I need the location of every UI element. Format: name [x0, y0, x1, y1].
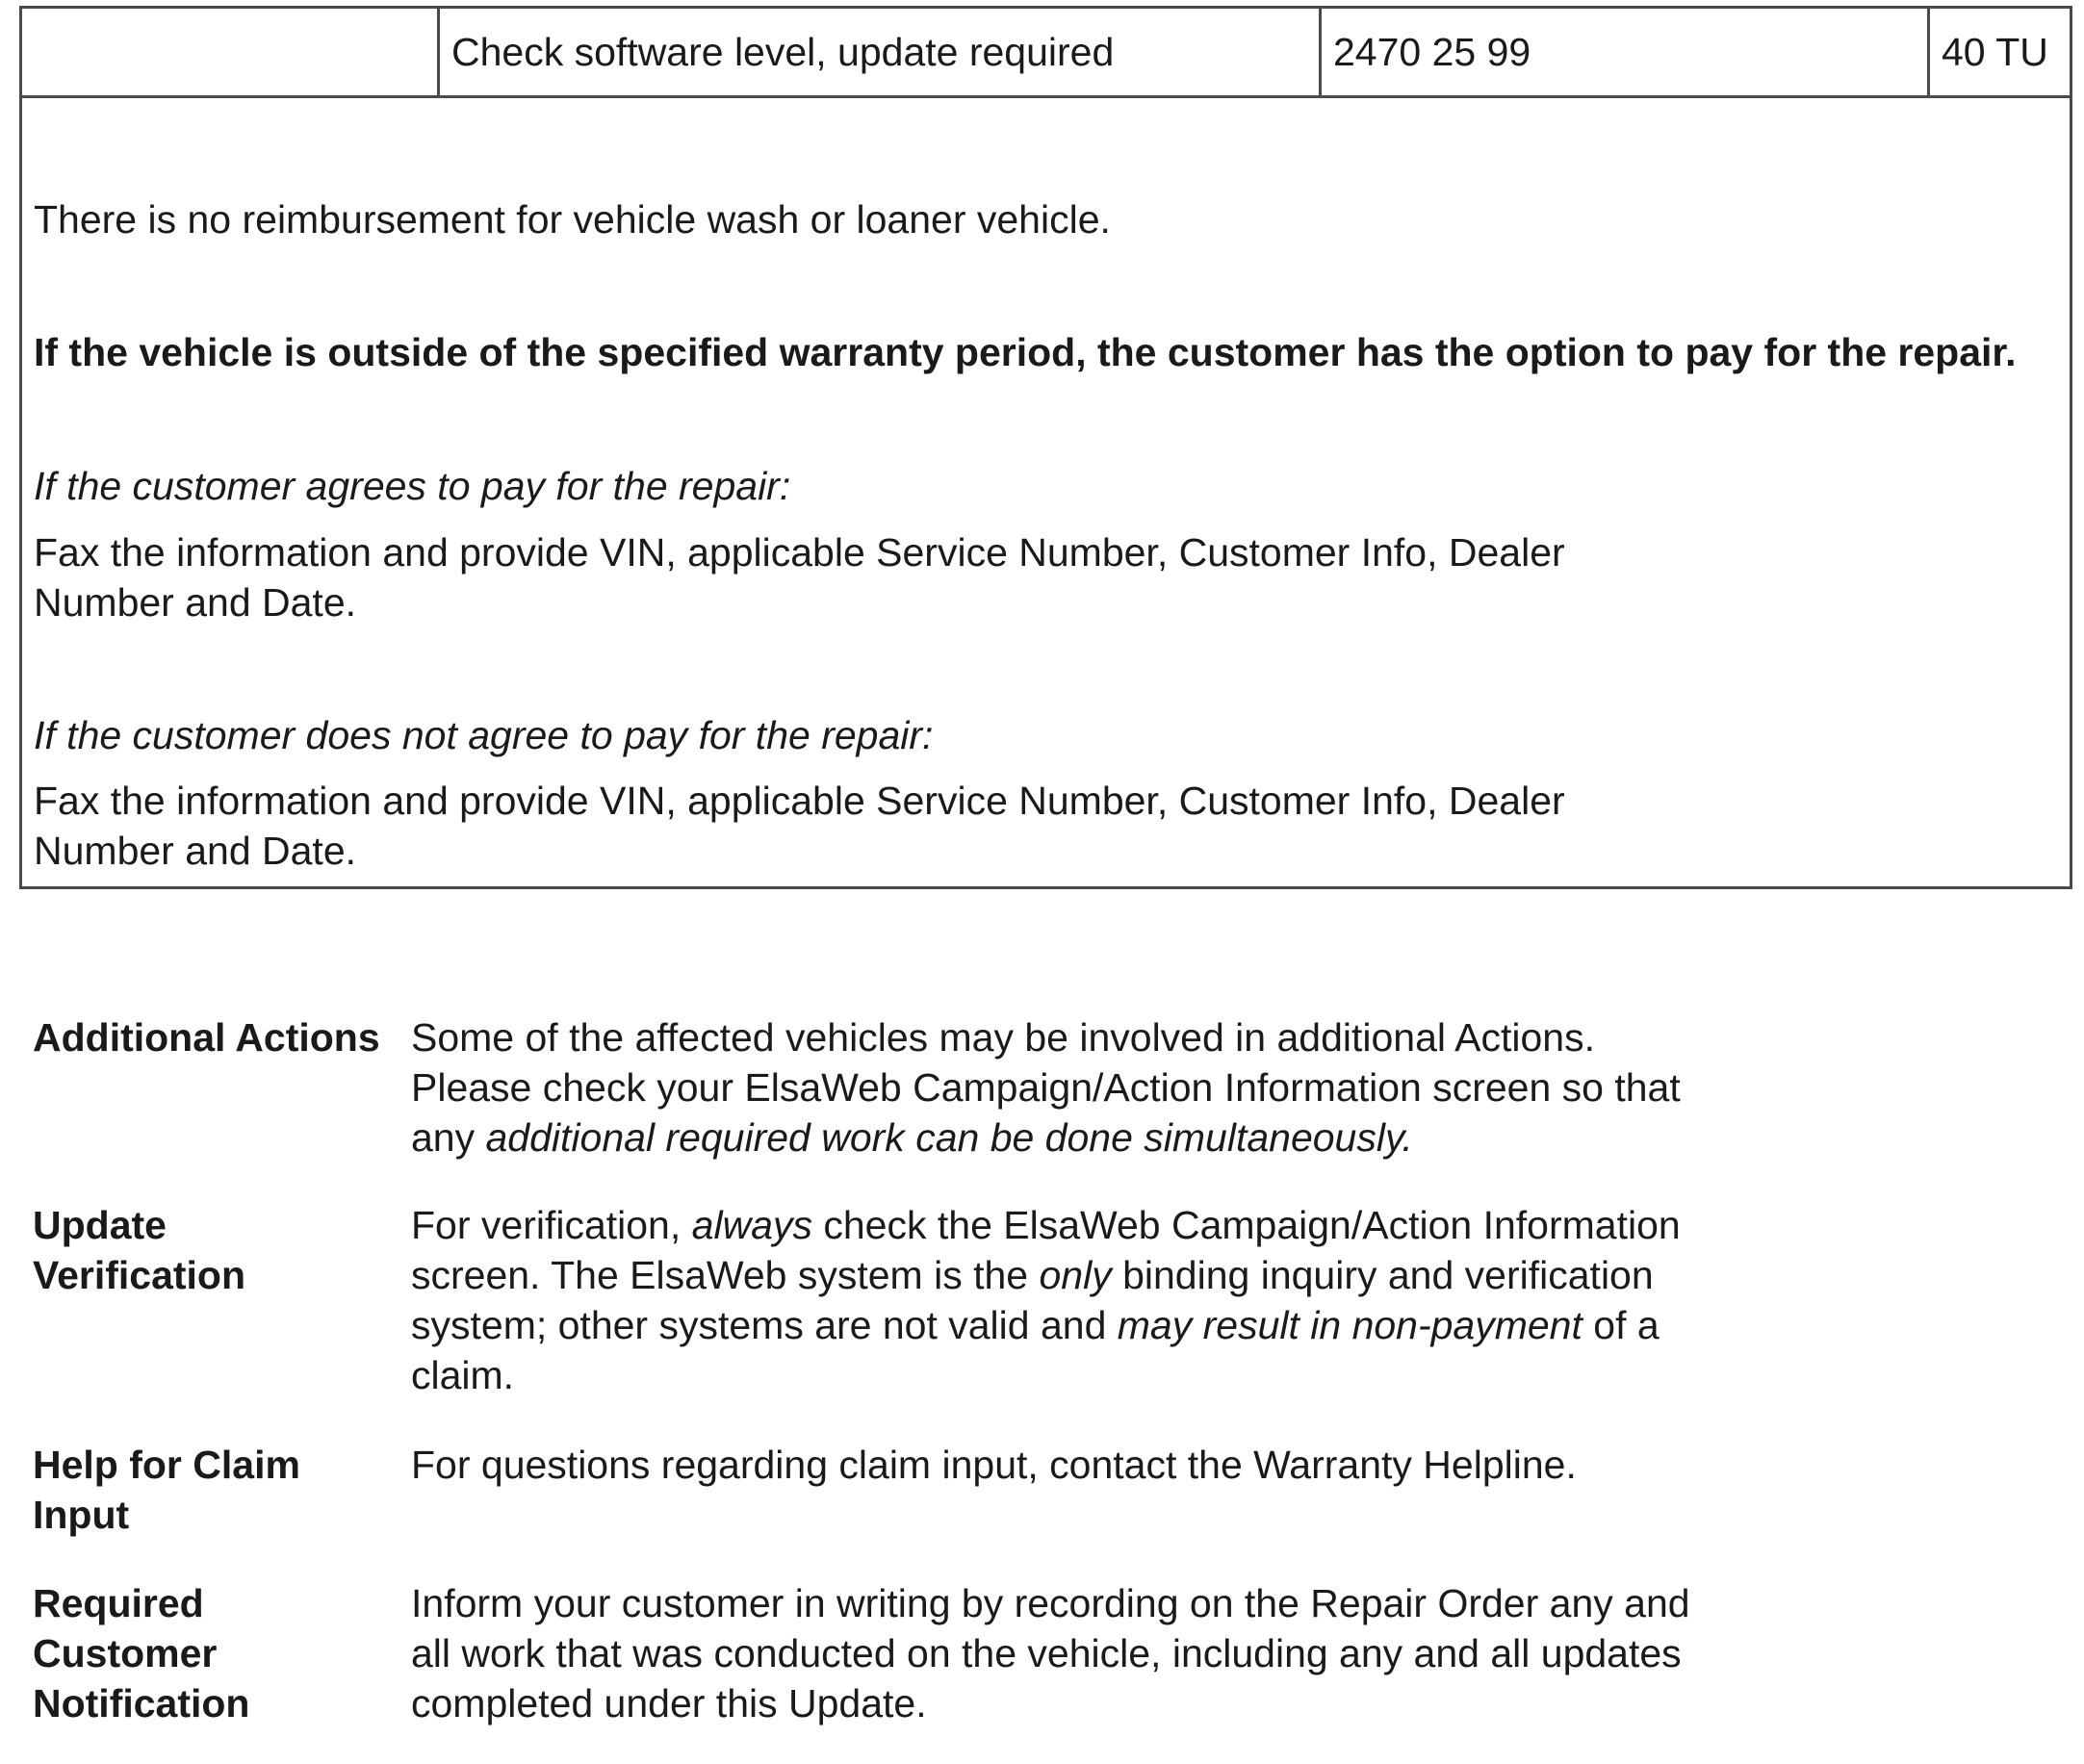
section-label: [33, 1578, 399, 1728]
labor-row: [22, 9, 2070, 98]
note-disagree-text-line2: Number and Date.: [34, 829, 357, 873]
body-italic: only: [1039, 1253, 1112, 1297]
note-warranty-period: If the vehicle is outside of the specified warranty period, the customer has the option to pay for the repair.: [34, 330, 2017, 374]
section-body: [411, 1200, 1759, 1400]
body-line: Please check your ElsaWeb Campaign/Action Information screen so that: [411, 1065, 1681, 1110]
body-line: any: [411, 1115, 486, 1160]
label-line: Required: [33, 1581, 204, 1625]
note-agree-text-line2: Number and Date.: [34, 580, 357, 625]
note-disagree-text-line1: Fax the information and provide VIN, applicable Service Number, Customer Info, Dealer: [34, 779, 1565, 823]
note-disagree-heading: If the customer does not agree to pay for the repair:: [34, 713, 934, 757]
note-disagree-text: [34, 776, 1565, 876]
label-line: Verification: [33, 1253, 246, 1297]
label-line: Customer: [33, 1631, 218, 1675]
section-body: For questions regarding claim input, contact the Warranty Helpline.: [411, 1443, 1577, 1487]
note-no-reimbursement: There is no reimbursement for vehicle wash or loaner vehicle.: [34, 197, 1111, 242]
body-italic: always: [691, 1203, 812, 1247]
body-text: screen. The ElsaWeb system is the: [411, 1253, 1040, 1297]
body-line: Inform your customer in writing by recording on the Repair Order any and: [411, 1581, 1690, 1625]
section-label: [33, 1440, 399, 1540]
section-body: [411, 1012, 1759, 1163]
label-line: Update: [33, 1203, 167, 1247]
section-label: [33, 1200, 399, 1300]
note-agree-text: [34, 527, 1565, 627]
body-line: Some of the affected vehicles may be involved in additional Actions.: [411, 1015, 1595, 1060]
label-line: Help for Claim: [33, 1443, 300, 1487]
cell-time-units: 40 TU: [1942, 29, 2048, 74]
label-line: Input: [33, 1493, 130, 1537]
body-text: system; other systems are not valid and: [411, 1303, 1118, 1347]
body-italic: additional required work can be done simultaneously.: [485, 1115, 1413, 1160]
table-notes: [22, 98, 2070, 886]
body-text: of a: [1582, 1303, 1659, 1347]
label-line: Notification: [33, 1681, 250, 1726]
body-line: completed under this Update.: [411, 1681, 927, 1726]
section-body: [411, 1578, 1759, 1728]
body-text: For verification,: [411, 1203, 692, 1247]
section-label: Additional Actions: [33, 1015, 380, 1060]
note-agree-heading: If the customer agrees to pay for the repair:: [34, 464, 791, 508]
body-italic: may result in non-payment: [1117, 1303, 1582, 1347]
body-text: check the ElsaWeb Campaign/Action Information: [811, 1203, 1681, 1247]
labor-table: [19, 6, 2072, 889]
body-line: all work that was conducted on the vehicle, including any and all updates: [411, 1631, 1682, 1675]
body-text: binding inquiry and verification: [1111, 1253, 1654, 1297]
cell-labor-op: 2470 25 99: [1322, 9, 1930, 95]
cell-description: Check software level, update required: [440, 9, 1322, 95]
body-text: claim.: [411, 1353, 515, 1397]
note-agree-text-line1: Fax the information and provide VIN, applicable Service Number, Customer Info, Dealer: [34, 530, 1565, 575]
cell-blank: [22, 9, 440, 95]
